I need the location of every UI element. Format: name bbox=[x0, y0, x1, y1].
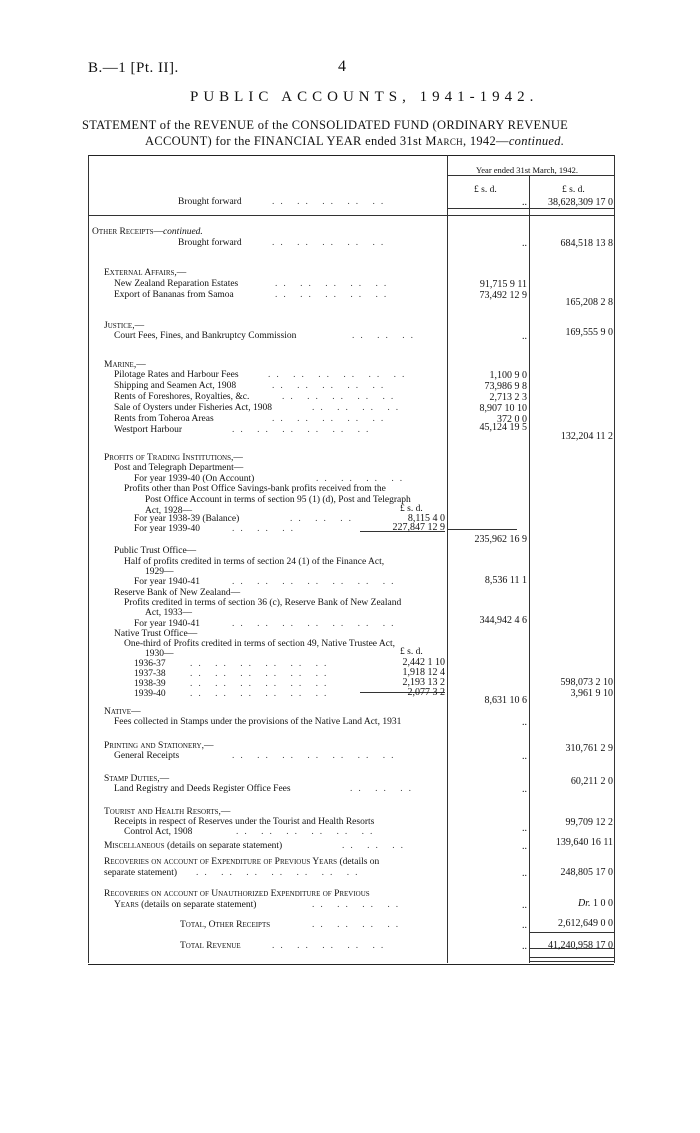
leader-dots: .. .. .. .. bbox=[312, 900, 405, 910]
leader-dots: .. .. .. .. .. bbox=[272, 238, 390, 248]
leader-dots: .. .. .. .. bbox=[312, 403, 405, 413]
westport-value: 45,124 19 5 bbox=[479, 422, 527, 433]
profits-other-line1: Profits other than Post Office Savings-bank profits received from the bbox=[124, 484, 386, 494]
total-other-rule bbox=[530, 932, 614, 933]
brought-forward-total: 38,628,309 17 0 bbox=[548, 197, 613, 208]
tourist-line2: Control Act, 1908 bbox=[124, 827, 193, 837]
profits-other-line2: Post Office Account in terms of section 95 (1) (d), Post and Telegraph bbox=[145, 495, 411, 505]
total-other-receipts-value: 2,612,649 0 0 bbox=[558, 918, 613, 929]
westport-label: Westport Harbour bbox=[114, 425, 183, 435]
native-trust-total: 8,631 10 6 bbox=[484, 695, 527, 706]
leader-dots: .. .. .. .. bbox=[312, 920, 405, 930]
public-trust-year-label: For year 1940-41 bbox=[134, 577, 200, 587]
leader-dots: .. .. .. bbox=[342, 841, 409, 851]
leader-dots: .. .. .. .. .. bbox=[272, 381, 390, 391]
nt-3637-label: 1936-37 bbox=[134, 659, 166, 669]
bananas-value: 73,492 12 9 bbox=[479, 290, 527, 301]
land-registry-label: Land Registry and Deeds Register Office Fees bbox=[114, 784, 291, 794]
leader-dots: .. .. .. .. .. .. bbox=[236, 827, 379, 837]
page-title: PUBLIC ACCOUNTS, 1941-1942. bbox=[190, 89, 539, 105]
native-trust-line2: 1930— bbox=[145, 649, 174, 659]
general-receipts-label: General Receipts bbox=[114, 751, 180, 761]
tourist-col1: .. bbox=[522, 823, 527, 834]
brought-forward-col1: .. bbox=[522, 197, 527, 208]
nz-reparation-value: 91,715 9 11 bbox=[479, 279, 527, 290]
public-trust-line2: 1929— bbox=[145, 567, 174, 577]
pilotage-value: 1,100 9 0 bbox=[489, 370, 527, 381]
period-header: Year ended 31st March, 1942. bbox=[476, 165, 579, 175]
leader-dots: .. .. .. .. .. bbox=[275, 279, 393, 289]
leader-dots: .. .. .. .. .. bbox=[272, 197, 390, 207]
leader-dots: .. .. .. .. .. .. bbox=[190, 689, 333, 699]
post-rule bbox=[447, 529, 517, 530]
reserve-bank-label: Reserve Bank of New Zealand— bbox=[114, 588, 241, 598]
leader-dots: .. .. .. .. bbox=[316, 474, 409, 484]
marine-heading: Marine,— bbox=[104, 360, 146, 370]
col-divider-1 bbox=[447, 155, 448, 963]
recoveries-previous-line1: Recoveries on account of Expenditure of Previous Years (details on bbox=[104, 857, 380, 867]
total-other-col1: .. bbox=[522, 920, 527, 931]
tourist-line1: Receipts in respect of Reserves under the Tourist and Health Resorts bbox=[114, 817, 375, 827]
oysters-value: 8,907 10 10 bbox=[479, 403, 527, 414]
leader-dots: .. .. .. .. .. bbox=[272, 941, 390, 951]
bf-rule bbox=[447, 208, 614, 209]
leader-dots: .. .. .. .. .. .. .. bbox=[232, 751, 400, 761]
reserve-bank-value: 344,942 4 6 bbox=[479, 615, 527, 626]
sub-units: £ s. d. bbox=[400, 504, 423, 514]
total-revenue-label: Total Revenue bbox=[180, 941, 241, 951]
nt-3738-label: 1937-38 bbox=[134, 669, 166, 679]
toheroa-label: Rents from Toheroa Areas bbox=[114, 414, 214, 424]
recoveries-previous-col1: .. bbox=[522, 868, 527, 879]
leader-dots: .. .. .. .. .. .. .. bbox=[232, 619, 400, 629]
other-bf-label: Brought forward bbox=[178, 238, 242, 248]
recoveries-previous-line2: separate statement) bbox=[104, 868, 178, 878]
toheroa-value: 372 0 0 bbox=[497, 414, 527, 425]
leader-dots: .. .. .. .. .. .. bbox=[190, 679, 333, 689]
native-trust-line1: One-third of Profits credited in terms of section 49, Native Trustee Act, bbox=[124, 639, 395, 649]
stamp-duties-total: 60,211 2 0 bbox=[570, 776, 613, 787]
leader-dots: .. .. .. .. .. .. bbox=[190, 659, 333, 669]
bananas-label: Export of Bananas from Samoa bbox=[114, 290, 234, 300]
native-heading: Native— bbox=[104, 707, 141, 717]
other-receipts-heading: Other Receipts—continued. bbox=[92, 227, 203, 237]
table-right-border bbox=[614, 155, 615, 963]
stamp-duties-heading: Stamp Duties,— bbox=[104, 774, 170, 784]
nt-3738-value: 1,918 12 4 bbox=[402, 667, 445, 678]
col1-units: £ s. d. bbox=[474, 185, 497, 195]
public-trust-value: 8,536 11 1 bbox=[484, 575, 527, 586]
leader-dots: .. .. .. bbox=[290, 514, 357, 524]
leader-dots: .. .. .. .. .. bbox=[275, 290, 393, 300]
native-total: 3,961 9 10 bbox=[570, 688, 613, 699]
leader-dots: .. .. .. .. .. bbox=[272, 414, 390, 424]
external-affairs-total: 165,208 2 8 bbox=[565, 297, 613, 308]
printing-total: 310,761 2 9 bbox=[565, 743, 613, 754]
external-affairs-heading: External Affairs,— bbox=[104, 268, 187, 278]
nt-3940-label: 1939-40 bbox=[134, 689, 166, 699]
shipping-label: Shipping and Seamen Act, 1908 bbox=[114, 381, 237, 391]
marine-total: 132,204 11 2 bbox=[560, 431, 613, 442]
nt-3839-value: 2,193 13 2 bbox=[402, 677, 445, 688]
total-other-receipts-label: Total, Other Receipts bbox=[180, 920, 271, 930]
recoveries-unauthorized-total: Dr. 1 0 0 bbox=[577, 898, 613, 909]
reserve-bank-line2: Act, 1933— bbox=[145, 608, 192, 618]
col-divider-2 bbox=[529, 175, 530, 963]
statement-title-line1: STATEMENT of the REVENUE of the CONSOLIDATED FUND (ORDINARY REVENUE bbox=[82, 118, 569, 132]
other-bf-total: 684,518 13 8 bbox=[560, 238, 613, 249]
brought-forward-label: Brought forward bbox=[178, 197, 242, 207]
printing-col1: .. bbox=[522, 751, 527, 762]
nt-3637-value: 2,442 1 10 bbox=[402, 657, 445, 668]
court-fees-label: Court Fees, Fines, and Bankruptcy Commission bbox=[114, 331, 297, 341]
year-3940-on-account-label: For year 1939-40 (On Account) bbox=[134, 474, 255, 484]
misc-col1: .. bbox=[522, 841, 527, 852]
native-col1: .. bbox=[522, 717, 527, 728]
recoveries-unauthorized-col1: .. bbox=[522, 900, 527, 911]
recoveries-unauthorized-line2: Years (details on separate statement) bbox=[114, 900, 257, 910]
oysters-label: Sale of Oysters under Fisheries Act, 1908 bbox=[114, 403, 273, 413]
public-trust-line1: Half of profits credited in terms of section 24 (1) of the Finance Act, bbox=[124, 557, 385, 567]
justice-col1: .. bbox=[522, 331, 527, 342]
total-revenue-col1: .. bbox=[522, 941, 527, 952]
shipping-value: 73,986 9 8 bbox=[484, 381, 527, 392]
trading-institutions-total: 598,073 2 10 bbox=[560, 677, 613, 688]
justice-total: 169,555 9 0 bbox=[565, 327, 613, 338]
other-bf-col1: .. bbox=[522, 238, 527, 249]
reserve-bank-line1: Profits credited in terms of section 36 (c), Reserve Bank of New Zealand bbox=[124, 598, 402, 608]
y3839-balance-label: For year 1938-39 (Balance) bbox=[134, 514, 240, 524]
tourist-heading: Tourist and Health Resorts,— bbox=[104, 807, 231, 817]
miscellaneous-label: Miscellaneous (details on separate statement) bbox=[104, 841, 283, 851]
col2-units: £ s. d. bbox=[562, 185, 585, 195]
native-trust-label: Native Trust Office— bbox=[114, 629, 198, 639]
pilotage-label: Pilotage Rates and Harbour Fees bbox=[114, 370, 239, 380]
total-revenue-double-rule bbox=[530, 957, 614, 962]
reserve-bank-year-label: For year 1940-41 bbox=[134, 619, 200, 629]
public-trust-label: Public Trust Office— bbox=[114, 546, 197, 556]
foreshores-label: Rents of Foreshores, Royalties, &c. bbox=[114, 392, 250, 402]
y3940-value: 227,847 12 9 bbox=[392, 522, 445, 533]
recoveries-unauthorized-line1: Recoveries on account of Unauthorized Expenditure of Previous bbox=[104, 889, 370, 899]
page-number: 4 bbox=[338, 58, 346, 75]
profits-other-line3: Act, 1928— bbox=[145, 506, 192, 516]
justice-heading: Justice,— bbox=[104, 321, 145, 331]
statement-title-line2: ACCOUNT) for the FINANCIAL YEAR ended 31st March, 1942—continued. bbox=[145, 134, 565, 148]
foreshores-value: 2,713 2 3 bbox=[489, 392, 527, 403]
y3839-balance-value: 8,115 4 0 bbox=[407, 513, 445, 524]
tourist-total: 99,709 12 2 bbox=[565, 817, 613, 828]
leader-dots: .. .. .. .. .. .. .. bbox=[232, 577, 400, 587]
post-telegraph-label: Post and Telegraph Department— bbox=[114, 463, 244, 473]
document-reference: B.—1 [Pt. II]. bbox=[88, 60, 179, 76]
native-fees-label: Fees collected in Stamps under the provisions of the Native Land Act, 1931 bbox=[114, 717, 402, 727]
nz-reparation-label: New Zealand Reparation Estates bbox=[114, 279, 239, 289]
leader-dots: .. .. .. .. .. .. .. bbox=[196, 868, 364, 878]
leader-dots: .. .. .. .. .. .. bbox=[232, 425, 375, 435]
leader-dots: .. .. .. .. .. .. bbox=[268, 370, 411, 380]
miscellaneous-total: 139,640 16 11 bbox=[555, 837, 613, 848]
nt-3839-label: 1938-39 bbox=[134, 679, 166, 689]
post-telegraph-total: 235,962 16 9 bbox=[474, 534, 527, 545]
leader-dots: .. .. .. bbox=[352, 331, 419, 341]
stamp-col1: .. bbox=[522, 784, 527, 795]
section-rule bbox=[88, 215, 614, 216]
total-revenue-value: 41,240,958 17 0 bbox=[548, 940, 613, 951]
printing-heading: Printing and Stationery,— bbox=[104, 741, 214, 751]
leader-dots: .. .. .. bbox=[350, 784, 417, 794]
leader-dots: .. .. .. .. .. .. bbox=[190, 669, 333, 679]
y3940-label: For year 1939-40 bbox=[134, 524, 200, 534]
trading-heading: Profits of Trading Institutions,— bbox=[104, 453, 243, 463]
nt-units: £ s. d. bbox=[400, 647, 423, 657]
leader-dots: .. .. .. bbox=[232, 524, 299, 534]
table-left-border bbox=[88, 155, 89, 963]
nt-3940-value: 2,077 3 2 bbox=[407, 687, 445, 698]
recoveries-previous-total: 248,805 17 0 bbox=[560, 867, 613, 878]
leader-dots: .. .. .. .. .. bbox=[282, 392, 400, 402]
